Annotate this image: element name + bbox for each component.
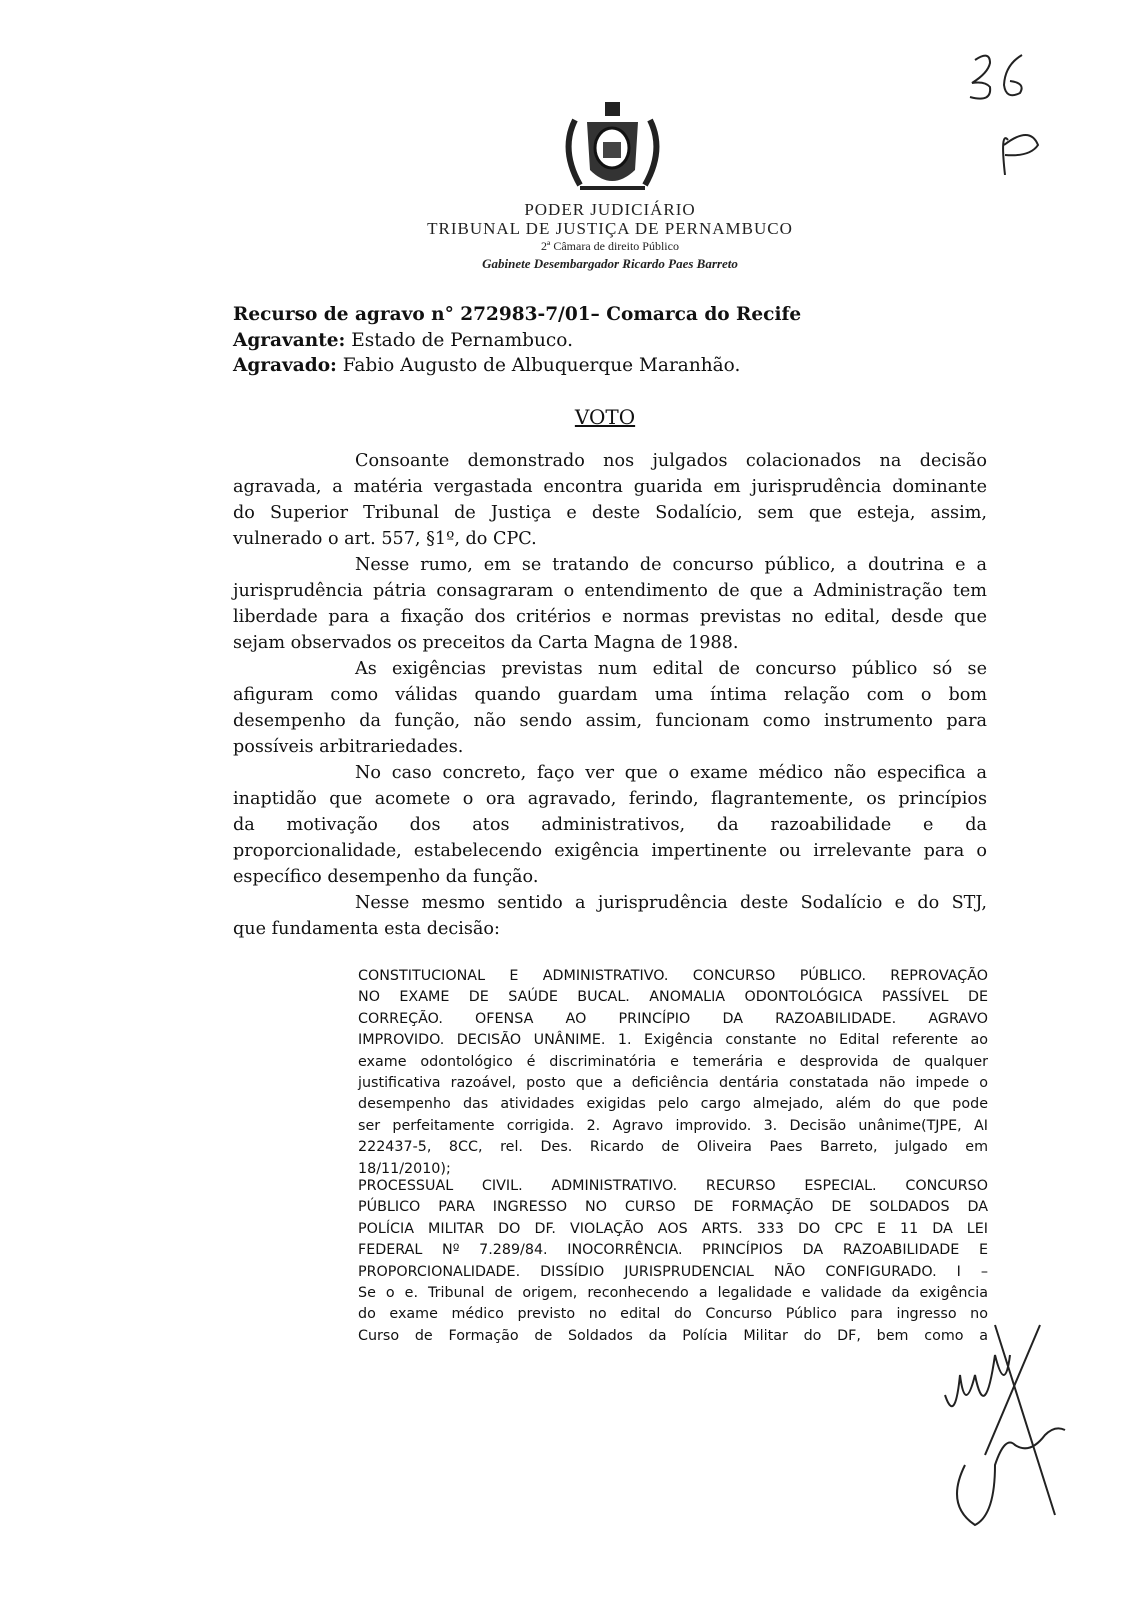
text-line: As exigências previstas num edital de concurso público só se: [355, 659, 987, 679]
vote-body: [233, 448, 987, 942]
text-line: possíveis arbitrariedades.: [233, 737, 464, 757]
text-line: proporcionalidade, estabelecendo exigência impertinente ou irrelevante para o: [233, 841, 987, 861]
text-line: afiguram como válidas quando guardam uma íntima relação com o bom: [233, 685, 987, 705]
handwritten-signature: [935, 1315, 1075, 1545]
section-title: VOTO: [574, 405, 636, 429]
text-line: FEDERAL Nº 7.289/84. INOCORRÊNCIA. PRINCÍPIOS DA RAZOABILIDADE E: [358, 1242, 988, 1259]
text-line: agravada, a matéria vergastada encontra guarida em jurisprudência dominante: [233, 477, 987, 497]
agravado-value: Fabio Augusto de Albuquerque Maranhão.: [342, 355, 741, 376]
text-line: 18/11/2010);: [358, 1160, 451, 1177]
text-line: justificativa razoável, posto que a deficiência dentária constatada não impede o: [358, 1074, 988, 1091]
text-line: Nesse rumo, em se tratando de concurso público, a doutrina e a: [355, 555, 987, 575]
text-line: liberdade para a fixação dos critérios e normas previstas no edital, desde que: [233, 607, 987, 627]
text-line: vulnerado o art. 557, §1º, do CPC.: [233, 529, 537, 549]
text-line: desempenho da função, não sendo assim, funcionam como instrumento para: [233, 711, 987, 731]
header-poder-judiciario: PODER JUDICIÁRIO: [524, 200, 696, 219]
text-line: NO EXAME DE SAÚDE BUCAL. ANOMALIA ODONTOLÓGICA PASSÍVEL DE: [358, 989, 988, 1006]
case-number: Recurso de agravo n° 272983-7/01– Comarca do Recife: [233, 304, 802, 325]
text-line: PROCESSUAL CIVIL. ADMINISTRATIVO. RECURSO ESPECIAL. CONCURSO: [358, 1178, 988, 1194]
header-gabinete: Gabinete Desembargador Ricardo Paes Barreto: [482, 256, 738, 271]
text-line: PÚBLICO PARA INGRESSO NO CURSO DE FORMAÇÃO DE SOLDADOS DA: [358, 1199, 988, 1216]
text-line: específico desempenho da função.: [233, 867, 539, 887]
agravado-label: Agravado:: [233, 355, 337, 376]
text-line: Consoante demonstrado nos julgados colacionados na decisão: [355, 451, 987, 471]
text-line: que fundamenta esta decisão:: [233, 919, 500, 939]
quote-block-2: [358, 1176, 988, 1347]
text-line: sejam observados os preceitos da Carta Magna de 1988.: [233, 633, 739, 653]
text-line: inaptidão que acomete o ora agravado, ferindo, flagrantemente, os princípios: [233, 789, 987, 809]
text-line: ser perfeitamente corrigida. 2. Agravo improvido. 3. Decisão unânime(TJPE, AI: [358, 1117, 988, 1134]
text-line: do Superior Tribunal de Justiça e deste Sodalício, sem que esteja, assim,: [233, 503, 987, 523]
text-line: Curso de Formação de Soldados da Polícia Militar do DF, bem como a: [358, 1327, 988, 1344]
text-line: Nesse mesmo sentido a jurisprudência deste Sodalício e do STJ,: [355, 893, 987, 913]
text-line: POLÍCIA MILITAR DO DF. VIOLAÇÃO AOS ARTS. 333 DO CPC E 11 DA LEI: [358, 1220, 988, 1237]
agravante-label: Agravante:: [233, 329, 346, 351]
text-line: 222437-5, 8CC, rel. Des. Ricardo de Oliveira Paes Barreto, julgado em: [358, 1139, 988, 1156]
text-line: CONSTITUCIONAL E ADMINISTRATIVO. CONCURSO PÚBLICO. REPROVAÇÃO: [358, 968, 988, 984]
text-line: exame odontológico é discriminatória e temerária e desprovida de qualquer: [358, 1053, 988, 1070]
text-line: No caso concreto, faço ver que o exame médico não especifica a: [355, 763, 987, 783]
handwritten-page-number: [960, 45, 1050, 175]
agravante-value: Estado de Pernambuco.: [351, 329, 573, 351]
text-line: jurisprudência pátria consagraram o entendimento de que a Administração tem: [233, 581, 987, 601]
case-info: [233, 302, 801, 379]
coat-of-arms-seal: [555, 100, 670, 195]
text-line: da motivação dos atos administrativos, da razoabilidade e da: [233, 815, 987, 835]
text-line: Se o e. Tribunal de origem, reconhecendo a legalidade e validade da exigência: [358, 1284, 988, 1301]
text-line: PROPORCIONALIDADE. DISSÍDIO JURISPRUDENCIAL NÃO CONFIGURADO. I –: [358, 1263, 988, 1280]
text-line: do exame médico previsto no edital do Concurso Público para ingresso no: [358, 1306, 988, 1323]
text-line: CORREÇÃO. OFENSA AO PRINCÍPIO DA RAZOABILIDADE. AGRAVO: [358, 1010, 988, 1027]
text-line: desempenho das atividades exigidas pelo cargo almejado, além do que pode: [358, 1096, 988, 1113]
text-line: IMPROVIDO. DECISÃO UNÂNIME. 1. Exigência constante no Edital referente ao: [358, 1032, 988, 1049]
header-camara: 2ª Câmara de direito Público: [541, 239, 679, 253]
quote-block-1: [358, 966, 988, 1180]
header-tribunal: TRIBUNAL DE JUSTIÇA DE PERNAMBUCO: [427, 219, 793, 238]
